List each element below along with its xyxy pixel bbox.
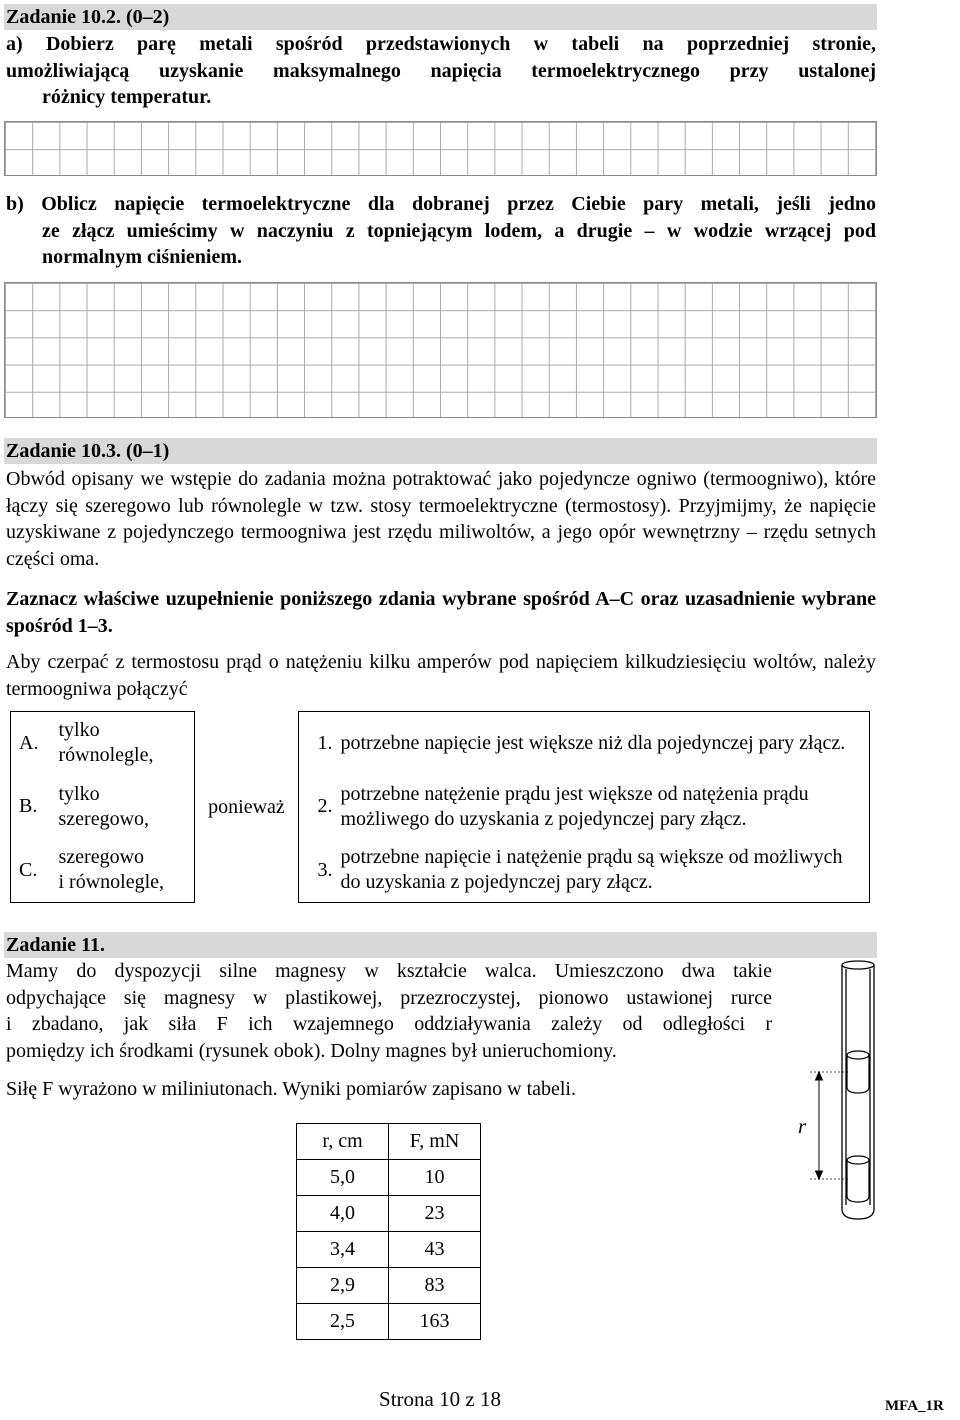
option-b-line-1: tylko [58, 782, 100, 805]
table-cell: 4,0 [297, 1196, 389, 1232]
table-header-r: r, cm [297, 1124, 389, 1160]
task-10-3-intro: Obwód opisany we wstępie do zadania można potraktować jako pojedyncze ogniwo (termoogniwo), które łączy się szeregowo lub równolegle w tzw. stosy termoelektryczne (termostosy). Przyjmijmy, że napięcie uzyskiwane z pojedynczego termoogniwa jest rzędu miliwoltów, a jego opór wewnętrzny – rzędu setnych części oma. [6, 468, 876, 570]
table-row [297, 1304, 481, 1340]
task-10-2b-line-2: ze złącz umieścimy w naczyniu z topniejącym lodem, a drugie – w wodzie wrzącej pod [42, 219, 876, 242]
task-10-2a-line-1: a) Dobierz parę metali spośród przedstawionych w tabeli na poprzedniej stronie, [6, 33, 876, 55]
answer-grid-b[interactable] [4, 282, 877, 418]
task-10-2b-line-1: b) Oblicz napięcie termoelektryczne dla dobranej przez Ciebie pary metali, jeśli jedno [6, 193, 876, 215]
distance-label: r [798, 1114, 807, 1138]
distance-arrow [816, 1072, 823, 1179]
reason-2-text[interactable]: potrzebne natężenie prądu jest większe od natężenia prądu możliwego do uzyskania z pojedynczej pary złącz. [335, 775, 870, 839]
task-11-paragraph [6, 958, 772, 1064]
task-11-header [4, 932, 877, 958]
exam-code: MFA_1R [885, 1398, 944, 1414]
page-number: Strona 10 z 18 [379, 1387, 501, 1411]
option-a-text[interactable] [55, 712, 195, 775]
task-10-3-title: Zadanie 10.3. (0–1) [6, 440, 170, 462]
task-10-2b-text [6, 191, 876, 271]
option-a-letter[interactable]: A. [11, 712, 55, 775]
options-table [10, 711, 870, 903]
option-b-letter[interactable]: B. [11, 775, 55, 839]
task-11-sentence-2: Siłę F wyrażono w miliniutonach. Wyniki pomiarów zapisano w tabeli. [6, 1078, 576, 1100]
measurement-table [296, 1123, 481, 1340]
table-cell: 3,4 [297, 1232, 389, 1268]
task-11-line-2: odpychające się magnesy w plastikowej, przezroczystej, pionowo ustawionej rurce [6, 986, 772, 1009]
table-row [297, 1196, 481, 1232]
reason-3-number[interactable]: 3. [299, 839, 335, 903]
reason-1-number[interactable]: 1. [299, 712, 335, 775]
reason-2-number[interactable]: 2. [299, 775, 335, 839]
table-cell: 10 [389, 1160, 481, 1196]
table-cell: 163 [389, 1304, 481, 1340]
answer-grid-a[interactable] [4, 121, 877, 176]
option-c-line-1: szeregowo [58, 846, 145, 869]
task-10-2-title: Zadanie 10.2. (0–2) [6, 6, 170, 28]
table-cell: 23 [389, 1196, 481, 1232]
task-10-3-sentence: Aby czerpać z termostosu prąd o natężeniu kilku amperów pod napięciem kilkudziesięciu woltów, należy termoogniwa połączyć [6, 651, 876, 700]
connector-word: ponieważ [208, 795, 285, 818]
table-cell: 2,5 [297, 1304, 389, 1340]
option-a-line-1: tylko [58, 719, 100, 742]
table-header-f: F, mN [389, 1124, 481, 1160]
lower-magnet [847, 1156, 869, 1202]
reason-3-text[interactable]: potrzebne napięcie i natężenie prądu są większe od możliwych do uzyskania z pojedynczej pary złącz. [335, 839, 870, 903]
task-10-2a-text [6, 31, 876, 111]
task-10-3-instruction: Zaznacz właściwe uzupełnienie poniższego zdania wybrane spośród A–C oraz uzasadnienie wybrane spośród 1–3. [6, 588, 876, 637]
upper-magnet [847, 1051, 869, 1093]
task-11-title: Zadanie 11. [6, 934, 105, 956]
task-11-line-3: i zbadano, jak siła F ich wzajemnego oddziaływania zależy od odległości r [6, 1013, 772, 1035]
table-cell: 2,9 [297, 1268, 389, 1304]
task-11-line-4: pomiędzy ich środkami (rysunek obok). Dolny magnes był unieruchomiony. [6, 1039, 617, 1062]
table-row [297, 1232, 481, 1268]
table-cell: 5,0 [297, 1160, 389, 1196]
option-b-text[interactable] [55, 775, 195, 839]
option-c-line-2: i równolegle, [58, 871, 165, 894]
task-10-2b-line-3: normalnym ciśnieniem. [42, 246, 242, 268]
option-a-line-2: równolegle, [58, 744, 154, 767]
reason-1-text[interactable]: potrzebne napięcie jest większe niż dla pojedynczej pary złącz. [335, 712, 870, 775]
table-cell: 43 [389, 1232, 481, 1268]
task-10-2a-line-3: różnicy temperatur. [42, 86, 212, 108]
task-10-2a-line-2: umożliwiającą uzyskanie maksymalnego napięcia termoelektrycznego przy ustalonej [6, 59, 876, 82]
table-row [297, 1160, 481, 1196]
task-11-line-1: Mamy do dyspozycji silne magnesy w kształcie walca. Umieszczono dwa takie [6, 960, 772, 982]
option-b-line-2: szeregowo, [58, 807, 150, 830]
tube-magnets-figure [790, 955, 900, 1225]
table-row [297, 1268, 481, 1304]
option-c-letter[interactable]: C. [11, 839, 55, 903]
table-cell: 83 [389, 1268, 481, 1304]
option-c-text[interactable] [55, 839, 195, 903]
